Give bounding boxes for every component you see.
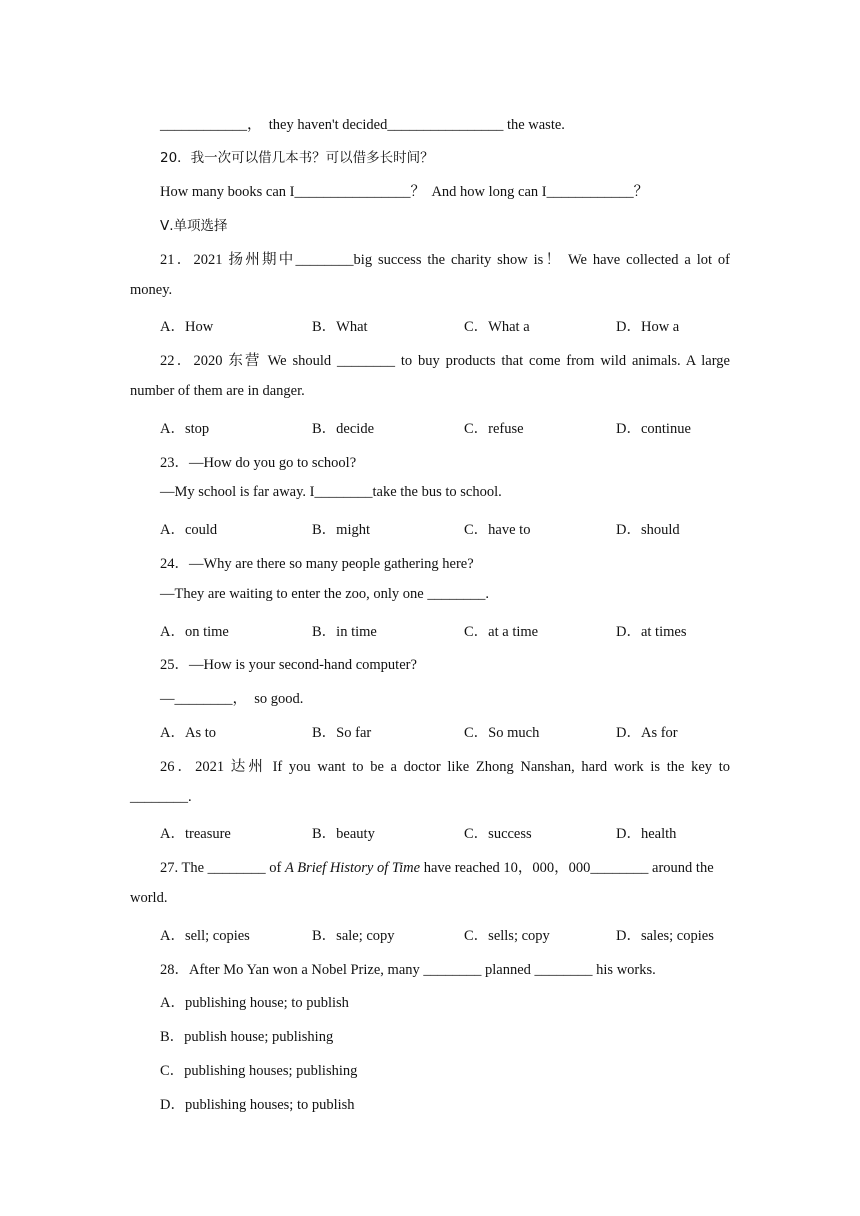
q22-option-d[interactable]: D．continue (616, 421, 691, 437)
q26-option-c[interactable]: C．success (464, 826, 532, 842)
q27-stem-cont: world. (130, 890, 168, 906)
q21-stem-cont: money. (130, 282, 173, 298)
q19-continuation: ____________， they haven't decided________________ the waste. (160, 117, 565, 133)
q21-stem: 21．2021 扬州期中________big success the charity show is！ We have collected a lot of (160, 252, 730, 268)
book-title: A Brief History of Time (285, 860, 421, 876)
q21-option-a[interactable]: A．How (160, 319, 214, 335)
q26-option-a[interactable]: A．treasure (160, 826, 231, 842)
q25-stem: 25．—How is your second-hand computer? (160, 657, 417, 673)
q23-stem: 23．—How do you go to school? (160, 455, 357, 471)
q21-option-b[interactable]: B．What (312, 319, 368, 335)
q27-option-d[interactable]: D．sales; copies (616, 928, 714, 944)
q22-option-a[interactable]: A．stop (160, 421, 210, 437)
q23-option-c[interactable]: C．have to (464, 522, 531, 538)
q25-options (160, 721, 760, 741)
q24-option-d[interactable]: D．at times (616, 624, 687, 640)
q21-option-c[interactable]: C．What a (464, 319, 530, 335)
q27-option-c[interactable]: C．sells; copy (464, 928, 550, 944)
q25-option-d[interactable]: D．As for (616, 725, 678, 741)
q26-stem-cont: ________. (130, 789, 192, 805)
q27-stem-end: have reached 10，000，000________ around the (420, 860, 714, 876)
q25-stem-cont: —________， so good. (160, 691, 304, 707)
q24-options (160, 620, 760, 640)
q28-option-c[interactable]: C．publishing houses; publishing (160, 1063, 358, 1079)
q26-option-b[interactable]: B．beauty (312, 826, 375, 842)
q26-stem: 26．2021 达州 If you want to be a doctor like Zhong Nanshan, hard work is the key to (160, 759, 730, 775)
q21-options (160, 315, 760, 335)
q22-option-b[interactable]: B．decide (312, 421, 375, 437)
q27-option-b[interactable]: B．sale; copy (312, 928, 395, 944)
q25-option-c[interactable]: C．So much (464, 725, 540, 741)
q24-option-b[interactable]: B．in time (312, 624, 377, 640)
q25-option-a[interactable]: A．As to (160, 725, 216, 741)
q27-option-a[interactable]: A．sell; copies (160, 928, 250, 944)
q21-option-d[interactable]: D．How a (616, 319, 680, 335)
q24-stem-cont: —They are waiting to enter the zoo, only one ________. (160, 586, 489, 602)
q23-option-b[interactable]: B．might (312, 522, 371, 538)
q28-option-d[interactable]: D．publishing houses; to publish (160, 1097, 355, 1113)
q23-option-d[interactable]: D．should (616, 522, 680, 538)
q22-options (160, 417, 760, 437)
q20-prompt: 20．我一次可以借几本书？可以借多长时间？ (160, 150, 434, 166)
q25-option-b[interactable]: B．So far (312, 725, 372, 741)
q22-option-c[interactable]: C．refuse (464, 421, 524, 437)
q22-stem: 22．2020 东营 We should ________ to buy products that come from wild animals. A large (160, 353, 730, 369)
q28-option-b[interactable]: B．publish house; publishing (160, 1029, 334, 1045)
q23-option-a[interactable]: A．could (160, 522, 218, 538)
q26-option-d[interactable]: D．health (616, 826, 677, 842)
q23-options (160, 518, 760, 538)
q24-option-c[interactable]: C．at a time (464, 624, 539, 640)
q23-stem-cont: —My school is far away. I________take the bus to school. (160, 484, 502, 500)
q24-stem: 24．—Why are there so many people gathering here? (160, 556, 474, 572)
q27-options (160, 924, 760, 944)
q22-stem-cont: number of them are in danger. (130, 383, 305, 399)
q26-options (160, 822, 760, 842)
q27-stem (160, 856, 730, 877)
q27-stem-start: 27. The ________ of (160, 860, 285, 876)
q28-stem: 28．After Mo Yan won a Nobel Prize, many ________ planned ________ his works. (160, 962, 656, 978)
q28-option-a[interactable]: A．publishing house; to publish (160, 995, 349, 1011)
q24-option-a[interactable]: A．on time (160, 624, 229, 640)
section-heading: Ⅴ.单项选择 (160, 218, 228, 234)
q20-answer-line: How many books can I________________？ And how long can I____________？ (160, 184, 649, 200)
